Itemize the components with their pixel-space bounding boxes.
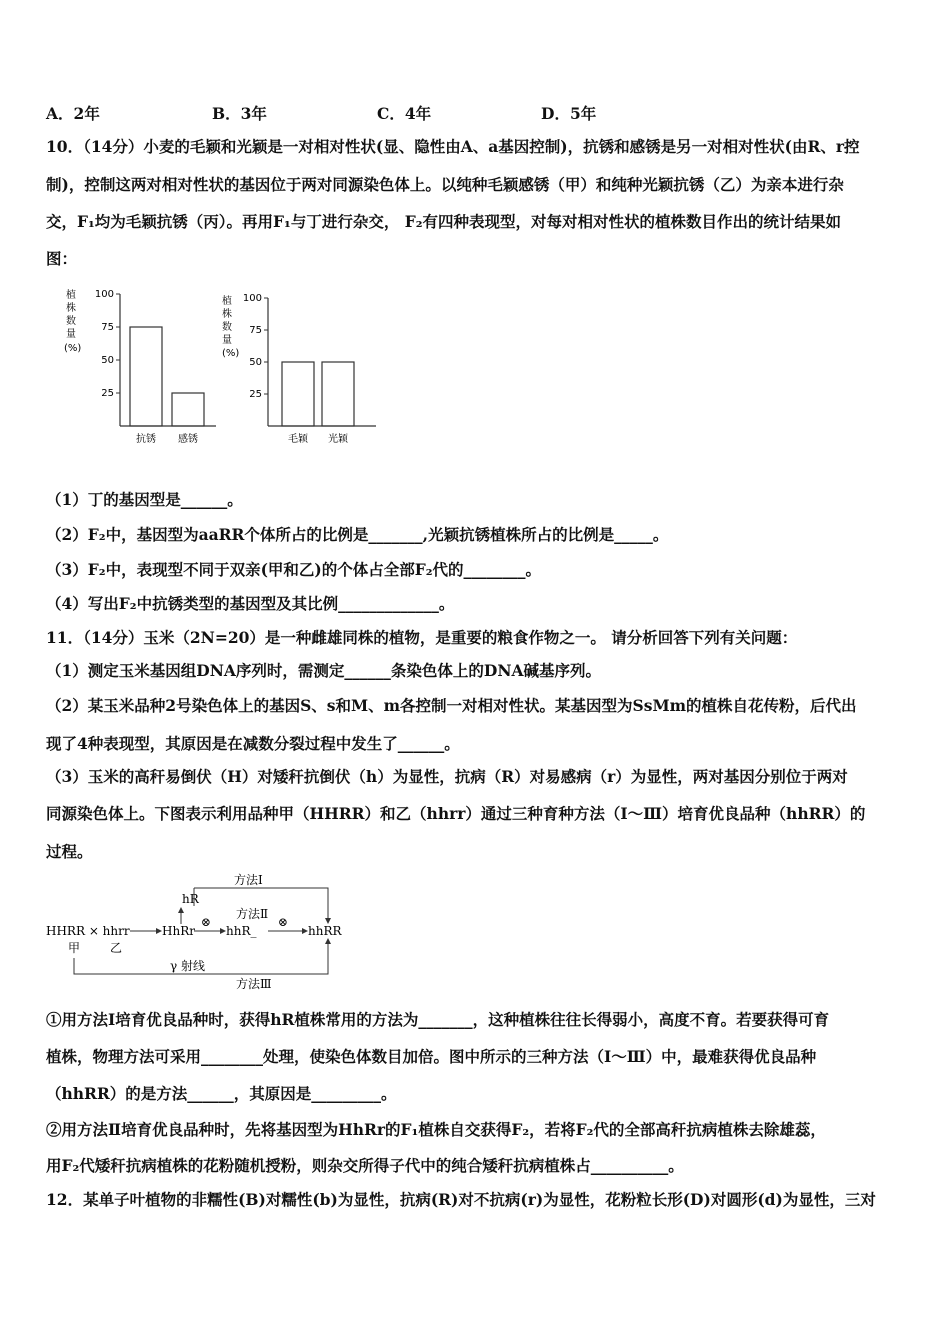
q11-after: 用F₂代矮秆抗病植株的花粉随机授粉，则杂交所得子代中的纯合矮秆抗病植株占__________。 [46,1156,684,1175]
method2-label: 方法Ⅱ [236,907,269,921]
q11-line: 过程。 [46,842,93,861]
ylabel-char: 量 [222,335,232,346]
y-tick-label: 50 [101,355,114,366]
y-tick-label: 100 [242,293,262,304]
q11-line: （3）玉米的高秆易倒伏（H）对矮秆抗倒伏（h）为显性，抗病（R）对易感病（r）为显性，两对基因分别位于两对 [46,767,848,786]
target-label: hhRR [308,924,342,938]
jia-label: 甲 [68,941,81,955]
q10-sub: （4）写出F₂中抗锈类型的基因型及其比例_____________。 [46,594,455,613]
x-tick-label: 光颖 [328,434,348,445]
self-symbol: ⊗ [278,915,289,929]
q10-line: 10．（14分）小麦的毛颖和光颖是一对相对性状(显、隐性由A、a基因控制)，抗锈和感锈是另一对相对性状(由R、r控 [46,137,860,156]
cross-label: HHRR × hhrr [46,924,130,938]
q11-after: ②用方法Ⅱ培育优良品种时，先将基因型为HhRr的F₁植株自交获得F₂，若将F₂代的全部高秆抗病植株去除雄蕊， [46,1120,826,1139]
breeding-diagram [46,872,356,992]
ylabel-char: 数 [222,322,232,333]
bar [172,393,204,426]
q10-line: 制)，控制这两对相对性状的基因位于两对同源染色体上。以纯种毛颖感锈（甲）和纯种光颖抗锈（乙）为亲本进行杂 [46,175,844,194]
ylabel-char: (%) [222,348,240,359]
bar [282,362,314,426]
q10-sub: （1）丁的基因型是______。 [46,490,243,509]
mid-label: hhR_ [226,924,257,938]
hr-label: hR [182,892,199,906]
option-b: B．3年 [212,104,267,123]
y-tick-label: 25 [249,389,262,400]
q11-line: 同源染色体上。下图表示利用品种甲（HHRR）和乙（hhrr）通过三种育种方法（Ⅰ～Ⅲ）培育优良品种（hhRR）的 [46,804,866,823]
method3-label: 方法Ⅲ [236,977,272,991]
arrowhead [325,938,331,944]
q11-intro: 11．（14分）玉米（2N=20）是一种雌雄同株的植物，是重要的粮食作物之一。 请分析回答下列有关问题： [46,628,798,647]
self-symbol: ⊗ [201,915,212,929]
q10-line: 交，F₁均为毛颖抗锈（丙）。再用F₁与丁进行杂交， F₂有四种表现型，对每对相对性状的植株数目作出的统计结果如 [46,212,842,231]
arrowhead [178,907,184,913]
method1-label: 方法Ⅰ [234,873,263,887]
ylabel-char: 植 [222,296,232,307]
q10-sub: （3）F₂中，表现型不同于双亲(甲和乙)的个体占全部F₂代的________。 [46,560,542,579]
ylabel-char: 植 [66,290,76,301]
bar [322,362,354,426]
x-tick-label: 抗锈 [136,434,156,445]
y-tick-label: 50 [249,357,262,368]
q11-after: ①用方法Ⅰ培育优良品种时，获得hR植株常用的方法为_______，这种植株往往长得弱小，高度不育。若要获得可育 [46,1010,830,1029]
y-tick-label: 100 [94,289,114,300]
q11-line: （2）某玉米品种2号染色体上的基因S、s和M、m各控制一对相对性状。某基因型为SsMm的植株自花传粉，后代出 [46,696,857,715]
option-c: C．4年 [377,104,432,123]
y-tick-label: 75 [249,325,262,336]
y-tick-label: 25 [101,388,114,399]
ylabel-char: 株 [222,309,232,320]
q11-line: 现了4种表现型，其原因是在减数分裂过程中发生了______。 [46,734,460,753]
yi-label: 乙 [110,941,123,955]
ylabel-char: (%) [64,343,82,354]
ylabel-char: 株 [66,303,76,314]
q10-line: 图： [46,249,78,268]
q12-line: 12．某单子叶植物的非糯性(B)对糯性(b)为显性，抗病(R)对不抗病(r)为显性，花粉粒长形(D)对圆形(d)为显性，三对 [46,1190,876,1209]
q10-sub: （2）F₂中，基因型为aaRR个体所占的比例是_______,光颖抗锈植株所占的比例是_____。 [46,525,669,544]
chart-rust [58,284,218,449]
y-tick-label: 75 [101,322,114,333]
option-d: D．5年 [541,104,597,123]
q11-line: （1）测定玉米基因组DNA序列时，需测定______条染色体上的DNA碱基序列。 [46,661,602,680]
ylabel-char: 数 [66,316,76,327]
q11-after: 植株，物理方法可采用________处理，使染色体数目加倍。图中所示的三种方法（Ⅰ～Ⅲ）中，最难获得优良品种 [46,1047,817,1066]
chart-awn [220,284,380,449]
f1-label: HhRr [162,924,195,938]
gamma-label: γ 射线 [170,959,205,973]
bar [130,327,162,426]
q11-after: （hhRR）的是方法______，其原因是_________。 [46,1084,397,1103]
x-tick-label: 感锈 [178,434,198,445]
option-a: A．2年 [46,104,100,123]
x-tick-label: 毛颖 [288,434,308,445]
ylabel-char: 量 [66,329,76,340]
